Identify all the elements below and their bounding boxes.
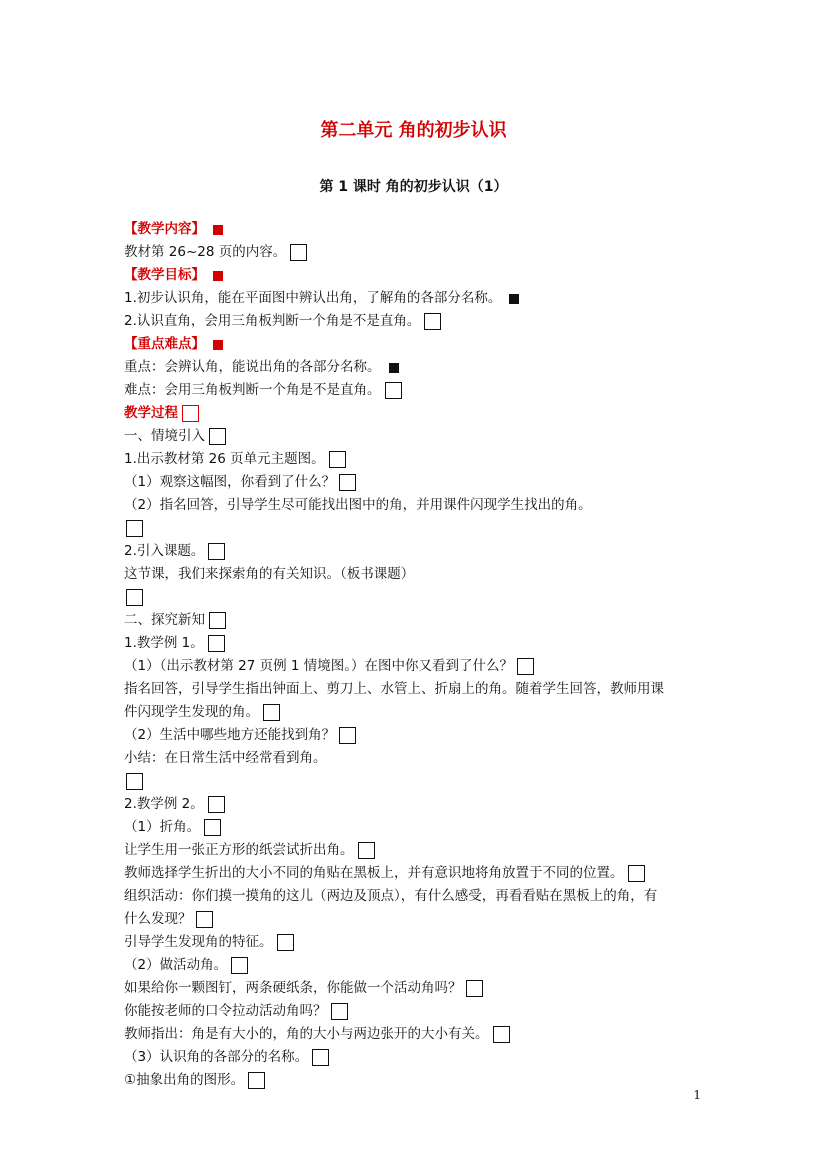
blank-box-icon xyxy=(263,704,280,721)
blank-box-icon xyxy=(424,313,441,330)
intro-2-line xyxy=(124,540,714,563)
ex2-2-a-line xyxy=(124,977,714,1000)
goal-1: 1.初步认识角，能在平面图中辨认出角，了解角的各部分名称。 xyxy=(124,290,502,306)
ex2-3-line xyxy=(124,1046,714,1069)
blank-box-icon xyxy=(209,428,226,445)
intro-1b: （2）指名回答，引导学生尽可能找出图中的角，并用课件闪现学生找出的角。 xyxy=(124,497,592,513)
ex1-1-text-b-line xyxy=(124,701,714,724)
example-2-step-2-c: 教师指出：角是有大小的，角的大小与两边张开的大小有关。 xyxy=(124,1026,489,1042)
box-line xyxy=(124,770,714,793)
difficulty-heading: 【重点难点】 xyxy=(124,336,205,352)
goals-heading: 【教学目标】 xyxy=(124,267,205,283)
ex1-line xyxy=(124,632,714,655)
intro-heading-line xyxy=(124,425,714,448)
intro-1a-line xyxy=(124,471,714,494)
blank-box-icon xyxy=(208,543,225,560)
blank-box-icon xyxy=(339,727,356,744)
intro-2-text-line xyxy=(124,563,714,586)
example-2-step-1: （1）折角。 xyxy=(124,819,201,835)
example-2-step-2-b: 你能按老师的口令拉动活动角吗？ xyxy=(124,1003,327,1019)
example-2-text-a: 让学生用一张正方形的纸尝试折出角。 xyxy=(124,842,354,858)
page-title: 第二单元 角的初步认识 xyxy=(320,120,507,141)
example-1: 1.教学例 1。 xyxy=(124,635,204,651)
ex2-1-c1-line xyxy=(124,885,714,908)
example-2-text-c1: 组织活动：你们摸一摸角的这儿（两边及顶点），有什么感受，再看看贴在黑板上的角，有 xyxy=(124,888,658,904)
ex2-line xyxy=(124,793,714,816)
blank-box-icon xyxy=(231,957,248,974)
blank-box-icon xyxy=(493,1026,510,1043)
intro-1: 1.出示教材第 26 页单元主题图。 xyxy=(124,451,325,467)
square-marker-icon xyxy=(213,225,223,235)
example-2-step-2-a: 如果给你一颗图钉，两条硬纸条，你能做一个活动角吗？ xyxy=(124,980,462,996)
goal-2-line xyxy=(124,310,714,333)
example-1-summary: 小结：在日常生活中经常看到角。 xyxy=(124,750,327,766)
ex2-1-d-line xyxy=(124,931,714,954)
blank-box-icon xyxy=(277,934,294,951)
content-heading: 【教学内容】 xyxy=(124,221,205,237)
blank-box-icon xyxy=(466,980,483,997)
process-heading-line xyxy=(124,402,714,425)
explore-heading-line xyxy=(124,609,714,632)
ex2-1-line xyxy=(124,816,714,839)
page-number: 1 xyxy=(693,1088,701,1102)
goal-1-line xyxy=(124,287,714,310)
blank-box-icon xyxy=(126,589,143,606)
ex2-1-c2-line xyxy=(124,908,714,931)
intro-heading: 一、情境引入 xyxy=(124,428,205,444)
ex2-2-b-line xyxy=(124,1000,714,1023)
content-text-line xyxy=(124,241,714,264)
blank-box-icon xyxy=(126,773,143,790)
intro-1a: （1）观察这幅图，你看到了什么？ xyxy=(124,474,336,490)
process-heading: 教学过程 xyxy=(124,405,178,421)
blank-box-icon xyxy=(339,474,356,491)
goal-2: 2.认识直角，会用三角板判断一个角是不是直角。 xyxy=(124,313,421,329)
blank-box-icon xyxy=(209,612,226,629)
intro-1-line xyxy=(124,448,714,471)
blank-box-icon xyxy=(204,819,221,836)
example-1-text-b: 件闪现学生发现的角。 xyxy=(124,704,259,720)
document-body xyxy=(124,218,714,1092)
blank-box-icon xyxy=(358,842,375,859)
intro-2-text: 这节课，我们来探索角的有关知识。（板书课题） xyxy=(124,566,415,582)
ex2-3-a-line xyxy=(124,1069,714,1092)
blank-box-icon xyxy=(126,520,143,537)
blank-box-icon xyxy=(517,658,534,675)
blank-box-icon xyxy=(182,405,199,422)
example-1-step-2: （2）生活中哪些地方还能找到角？ xyxy=(124,727,336,743)
blank-box-icon xyxy=(312,1049,329,1066)
difficult-point-line xyxy=(124,379,714,402)
example-1-text-a: 指名回答，引导学生指出钟面上、剪刀上、水管上、折扇上的角。随着学生回答，教师用课 xyxy=(124,681,664,697)
example-1-step-1: （1）（出示教材第 27 页例 1 情境图。）在图中你又看到了什么？ xyxy=(124,658,514,674)
ex1-2-line xyxy=(124,724,714,747)
blank-box-icon xyxy=(628,865,645,882)
blank-box-icon xyxy=(208,635,225,652)
difficult-point: 难点：会用三角板判断一个角是不是直角。 xyxy=(124,382,381,398)
ex1-1-line xyxy=(124,655,714,678)
square-marker-icon xyxy=(509,294,519,304)
square-marker-icon xyxy=(213,271,223,281)
example-2-text-b: 教师选择学生折出的大小不同的角贴在黑板上，并有意识地将角放置于不同的位置。 xyxy=(124,865,624,881)
blank-box-icon xyxy=(331,1003,348,1020)
box-line xyxy=(124,586,714,609)
content-text: 教材第 26~28 页的内容。 xyxy=(124,244,287,260)
intro-2: 2.引入课题。 xyxy=(124,543,205,559)
blank-box-icon xyxy=(329,451,346,468)
ex2-1-a-line xyxy=(124,839,714,862)
goals-heading-line xyxy=(124,264,714,287)
blank-box-icon xyxy=(208,796,225,813)
blank-box-icon xyxy=(248,1072,265,1089)
lesson-title: 第 1 课时 角的初步认识（1） xyxy=(319,179,508,195)
square-marker-icon xyxy=(389,363,399,373)
blank-box-icon xyxy=(196,911,213,928)
ex2-1-b-line xyxy=(124,862,714,885)
ex1-1-text-a-line xyxy=(124,678,714,701)
difficulty-heading-line xyxy=(124,333,714,356)
box-line xyxy=(124,517,714,540)
blank-box-icon xyxy=(290,244,307,261)
example-2-step-3-a: ①抽象出角的图形。 xyxy=(124,1072,245,1088)
example-2-text-d: 引导学生发现角的特征。 xyxy=(124,934,273,950)
example-2-text-c2: 什么发现？ xyxy=(124,911,192,927)
explore-heading: 二、探究新知 xyxy=(124,612,205,628)
ex2-2-c-line xyxy=(124,1023,714,1046)
example-2-step-2: （2）做活动角。 xyxy=(124,957,228,973)
example-2-step-3: （3）认识角的各部分的名称。 xyxy=(124,1049,309,1065)
blank-box-icon xyxy=(385,382,402,399)
key-point-line xyxy=(124,356,714,379)
example-2: 2.教学例 2。 xyxy=(124,796,204,812)
content-heading-line xyxy=(124,218,714,241)
intro-1b-line xyxy=(124,494,714,517)
ex2-2-line xyxy=(124,954,714,977)
ex1-summary-line xyxy=(124,747,714,770)
square-marker-icon xyxy=(213,340,223,350)
key-point: 重点：会辨认角，能说出角的各部分名称。 xyxy=(124,359,381,375)
